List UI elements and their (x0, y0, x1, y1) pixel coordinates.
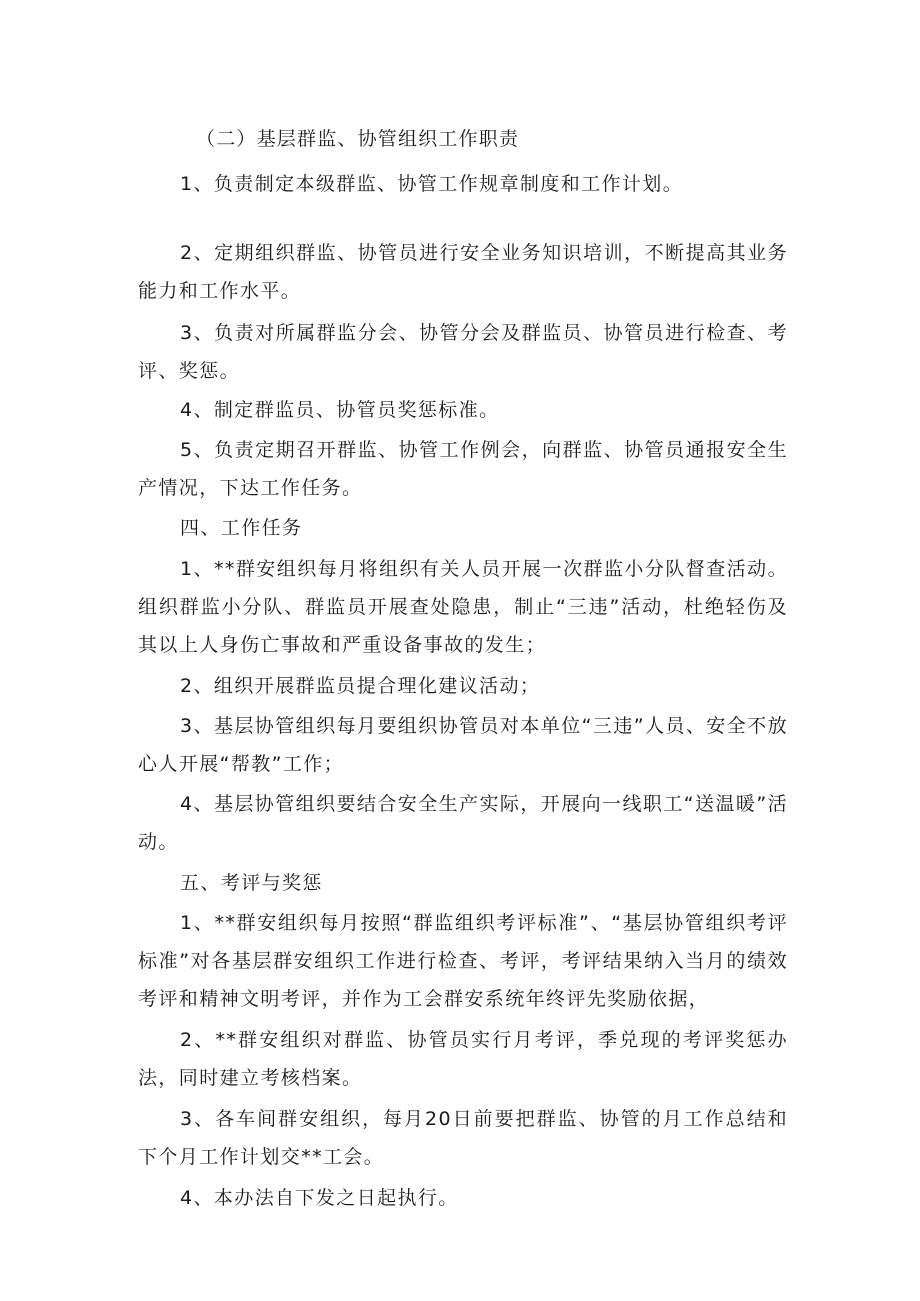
duty-item-2: 2、定期组织群监、协管员进行安全业务知识培训，不断提高其业务能力和工作水平。 (138, 242, 788, 302)
evaluation-item-1: 1、**群安组织每月按照“群监组织考评标准”、“基层协管组织考评标准”对各基层群安组织工作进行检查、考评，考评结果纳入当月的绩效考评和精神文明考评，并作为工会群安系统年终评先奖励依据， (138, 912, 788, 1010)
duty-item-4: 4、制定群监员、协管员奖惩标准。 (180, 399, 500, 421)
task-item-3: 3、基层协管组织每月要组织协管员对本单位“三违”人员、安全不放心人开展“帮教”工作； (138, 715, 788, 775)
duty-item-3: 3、负责对所属群监分会、协管分会及群监员、协管员进行检查、考评、奖惩。 (138, 322, 788, 382)
task-item-1: 1、**群安组织每月将组织有关人员开展一次群监小分队督查活动。组织群监小分队、群监员开展查处隐患，制止“三违”活动，杜绝轻伤及其以上人身伤亡事故和严重设备事故的发生； (138, 558, 788, 656)
section-heading-work-tasks: 四、工作任务 (180, 517, 303, 539)
task-item-2: 2、组织开展群监员提合理化建议活动； (180, 675, 541, 697)
evaluation-item-4: 4、本办法自下发之日起执行。 (180, 1187, 459, 1209)
duty-item-5: 5、负责定期召开群监、协管工作例会，向群监、协管员通报安全生产情况，下达工作任务。 (138, 439, 788, 499)
duty-item-1: 1、负责制定本级群监、协管工作规章制度和工作计划。 (180, 173, 684, 195)
evaluation-item-2: 2、**群安组织对群监、协管员实行月考评，季兑现的考评奖惩办法，同时建立考核档案。 (138, 1029, 788, 1089)
section-heading-evaluation: 五、考评与奖惩 (180, 872, 323, 894)
section-heading-grassroots-duties: （二）基层群监、协管组织工作职责 (196, 128, 520, 150)
evaluation-item-3: 3、各车间群安组织，每月20日前要把群监、协管的月工作总结和下个月工作计划交**工会。 (138, 1108, 788, 1168)
task-item-4: 4、基层协管组织要结合安全生产实际，开展向一线职工“送温暖”活动。 (138, 793, 788, 853)
